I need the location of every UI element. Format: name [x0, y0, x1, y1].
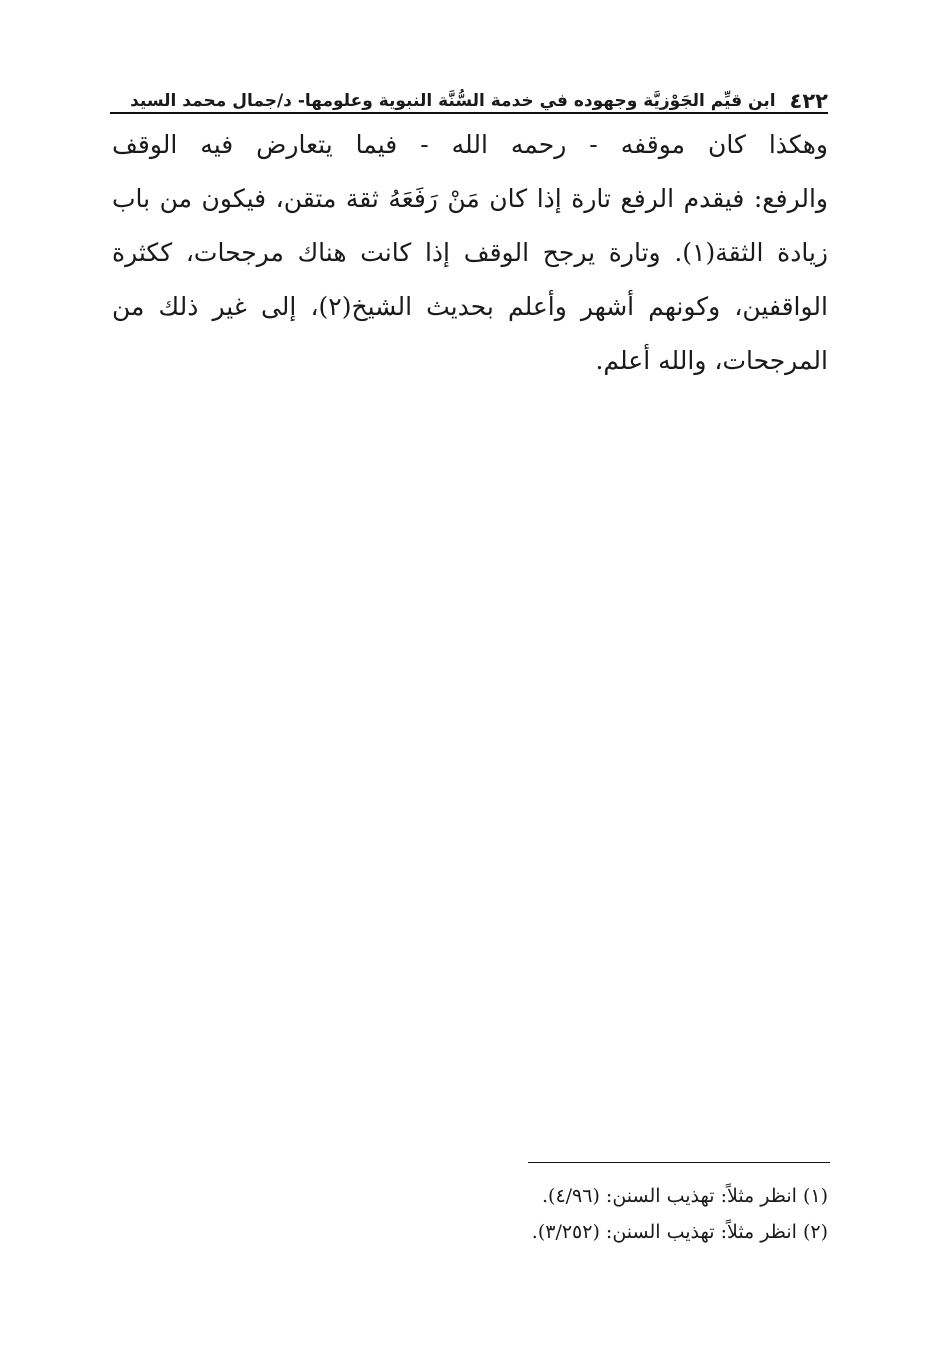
paragraph-line: زيادة الثقة(١). وتارة يرجح الوقف إذا كانت هناك مرجحات، ككثرة [112, 238, 828, 267]
footnotes [112, 1178, 828, 1250]
paragraph-line: والرفع: فيقدم الرفع تارة إذا كان مَنْ رَفَعَهُ ثقة متقن، فيكون من باب [112, 184, 828, 213]
running-title: ابن قيِّم الجَوْزِيَّة وجهوده في خدمة السُّنَّة النبوية وعلومها- د/جمال محمد السيد [130, 91, 776, 111]
page-number: ٤٢٢ [789, 89, 828, 113]
paragraph-line: المرجحات، والله أعلم. [595, 346, 828, 375]
header-rule [110, 112, 828, 114]
paragraph-line: الواقفين، وكونهم أشهر وأعلم بحديث الشيخ(٢)، إلى غير ذلك من [112, 292, 828, 321]
footnote-item: (٢) انظر مثلاً: تهذيب السنن: (٣/٢٥٢). [531, 1221, 828, 1243]
footnote-separator [528, 1162, 830, 1163]
main-paragraph [112, 118, 828, 388]
footnote-item: (١) انظر مثلاً: تهذيب السنن: (٤/٩٦). [541, 1185, 828, 1207]
paragraph-line: وهكذا كان موقفه - رحمه الله - فيما يتعارض فيه الوقف [112, 130, 828, 159]
page-header [112, 78, 828, 114]
